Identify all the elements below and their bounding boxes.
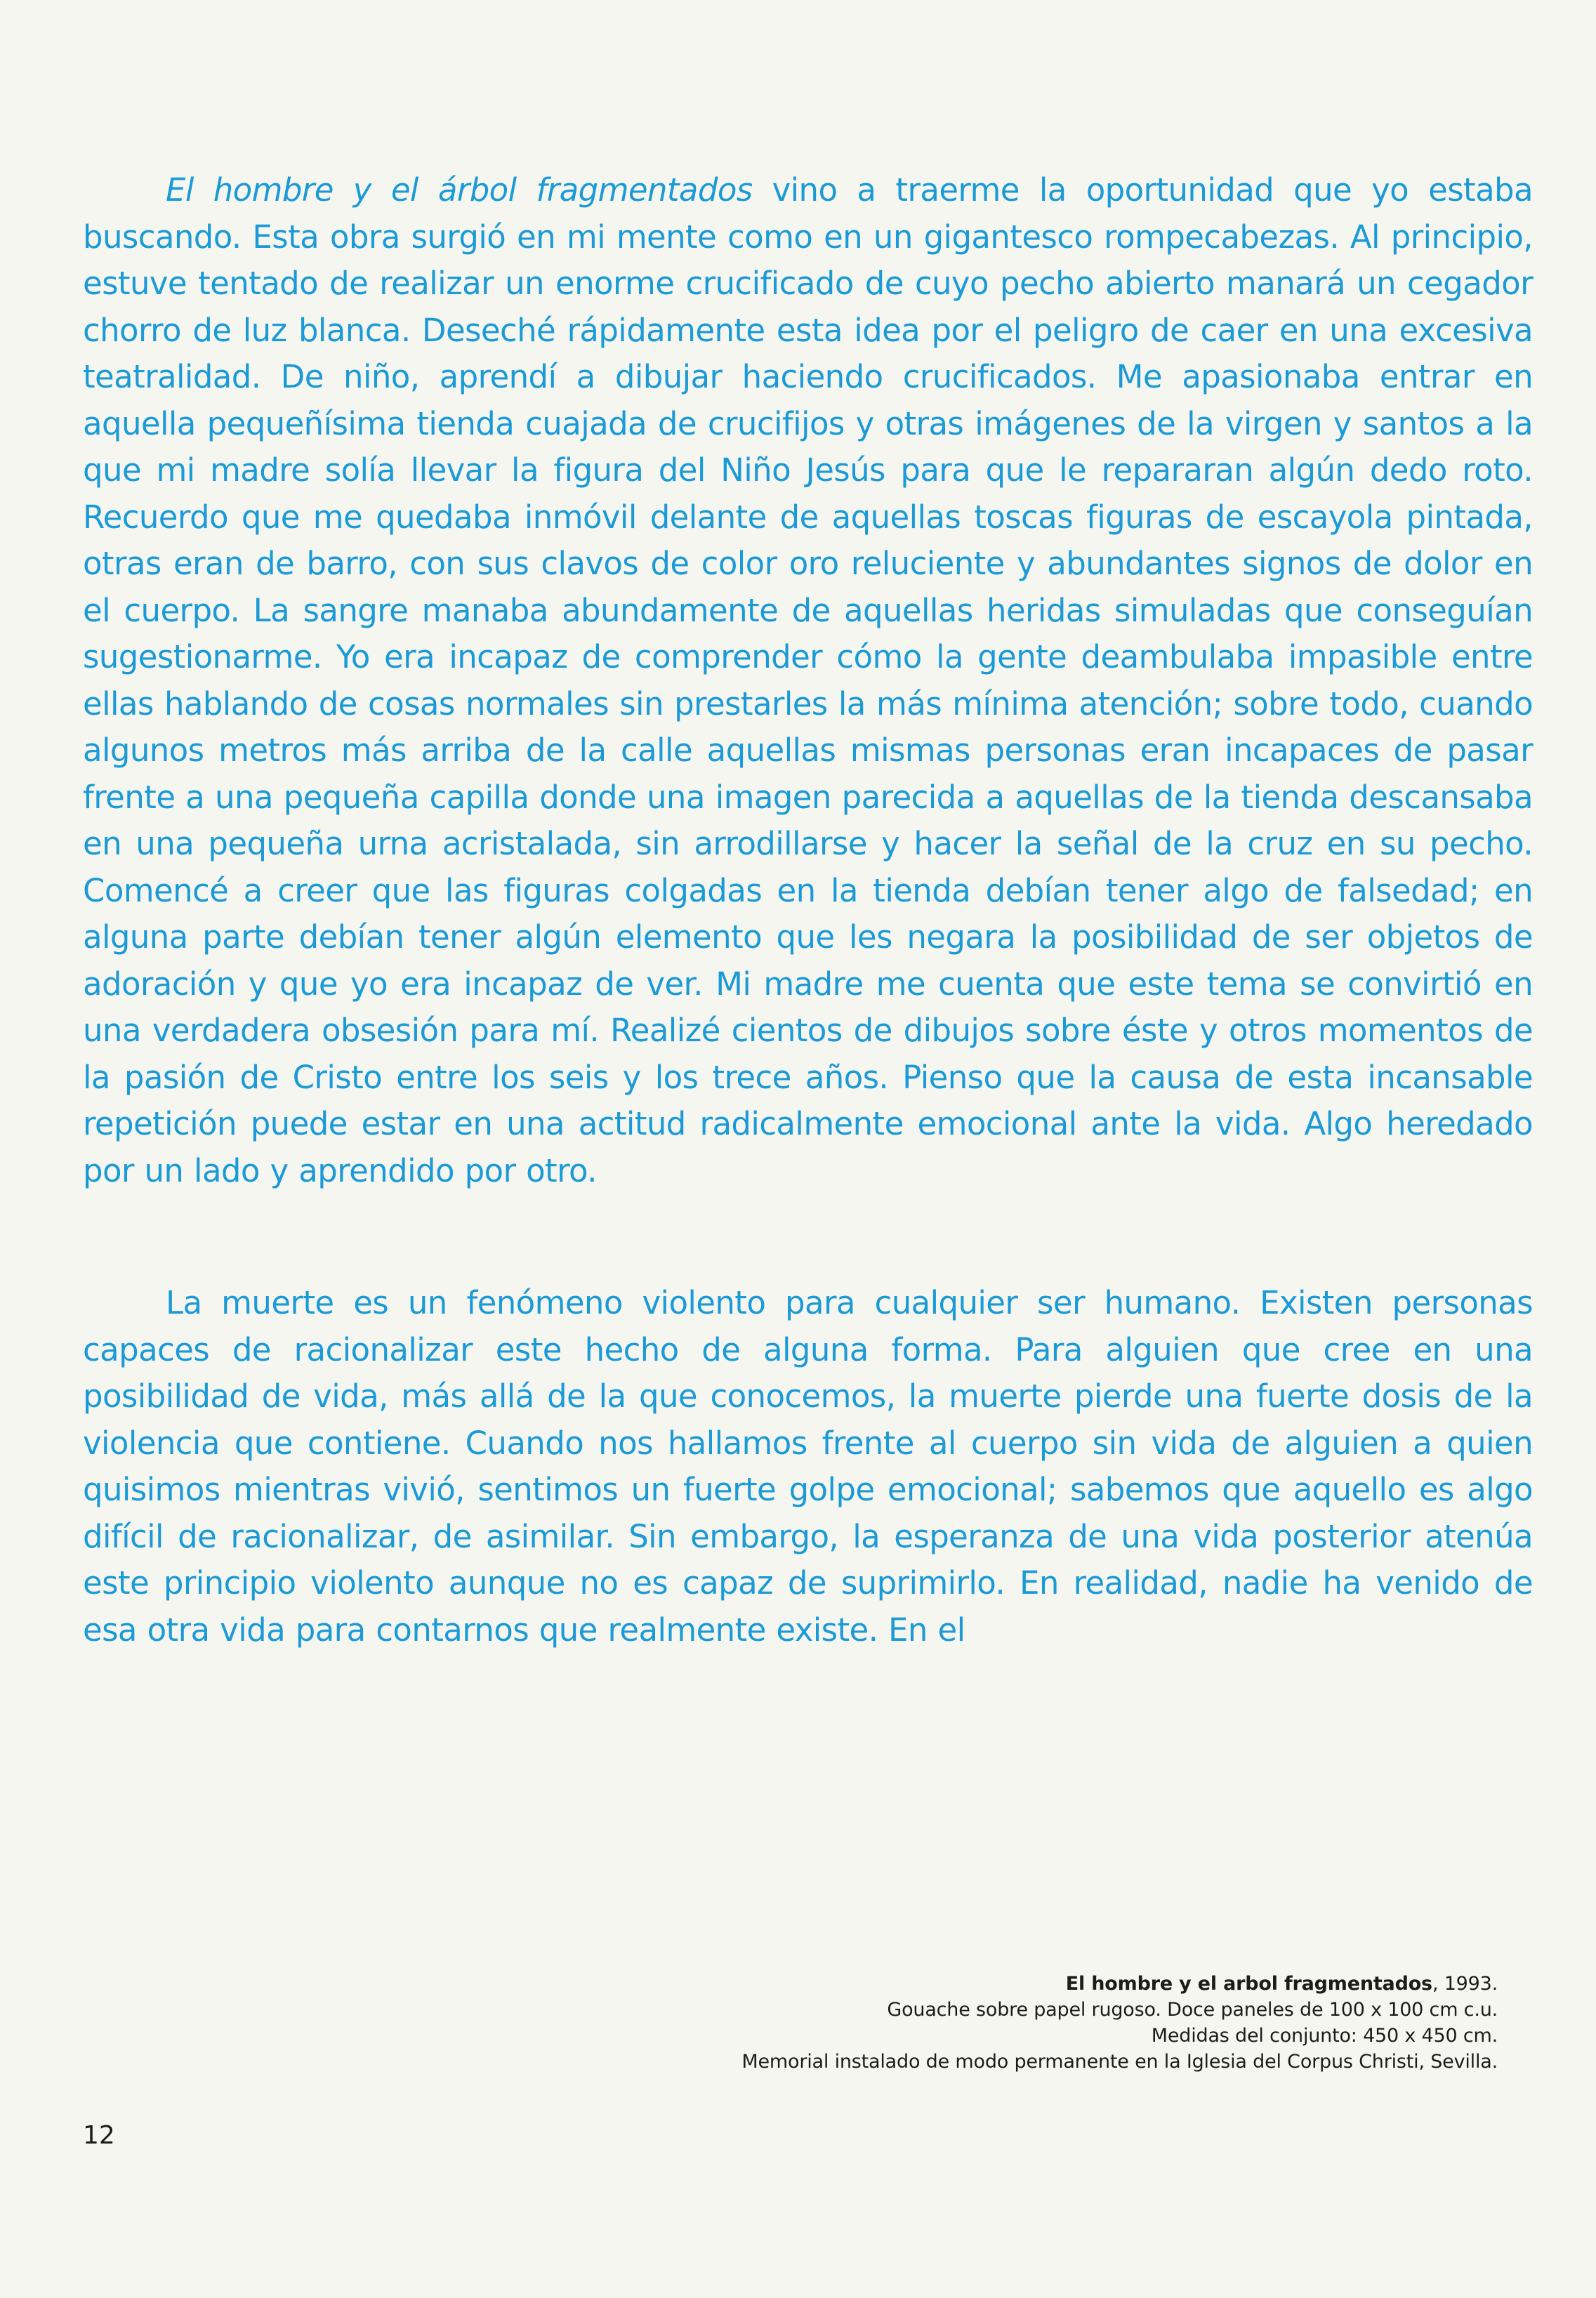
artwork-title-italic: El hombre y el árbol fragmentados (166, 171, 753, 209)
caption-dimensions: Medidas del conjunto: 450 x 450 cm. (1151, 2025, 1498, 2047)
page-number: 12 (83, 2121, 115, 2150)
caption-title-line (741, 1971, 1498, 1997)
artwork-caption (741, 1971, 1498, 2075)
paragraph-1-text: vino a traerme la oportunidad que yo estaba buscando. Esta obra surgió en mi mente como en un gigantesco rompecabezas. Al principio, estuve tentado de realizar un enorme crucificado de cuyo pecho abierto manará un cegador chorro de luz blanca. Deseché rápidamente esta idea por el peligro de caer en una excesiva teatralidad. De niño, aprendí a dibujar haciendo crucificados. Me apasionaba entrar en aquella pequeñísima tienda cuajada de crucifijos y otras imágenes de la virgen y santos a la que mi madre solía llevar la figura del Niño Jesús para que le repararan algún dedo roto. Recuerdo que me quedaba inmóvil delante de aquellas toscas figuras de escayola pintada, otras eran de barro, con sus clavos de color oro reluciente y abundantes signos de dolor en el cuerpo. La sangre manaba abundamente de aquellas heridas simuladas que conseguían sugestionarme. Yo era incapaz de comprender cómo la gente deambulaba impasible entre ellas hablando de cosas normales sin prestarles la más mínima atención; sobre todo, cuando algunos metros más arriba de la calle aquellas mismas personas eran incapaces de pasar frente a una pequeña capilla donde una imagen parecida a aquellas de la tienda descansaba en una pequeña urna acristalada, sin arrodillarse y hacer la señal de la cruz en su pecho. Comencé a creer que las figuras colgadas en la tienda debían tener algo de falsedad; en alguna parte debían tener algún elemento que les negara la posibilidad de ser objetos de adoración y que yo era incapaz de ver. Mi madre me cuenta que este tema se convirtió en una verdadera obsesión para mí. Realizé cientos de dibujos sobre éste y otros momentos de la pasión de Cristo entre los seis y los trece años. Pienso que la causa de esta incansable repetición puede estar en una actitud radicalmente emocional ante la vida. Algo heredado por un lado y aprendido por otro. (83, 171, 1533, 1189)
paragraph-2-text: La muerte es un fenómeno violento para cualquier ser humano. Existen personas capaces de racionalizar este hecho de alguna forma. Para alguien que cree en una posibilidad de vida, más allá de la que conocemos, la muerte pierde una fuerte dosis de la violencia que contiene. Cuando nos hallamos frente al cuerpo sin vida de alguien a quien quisimos mientras vivió, sentimos un fuerte golpe emocional; sabemos que aquello es algo difícil de racionalizar, de asimilar. Sin embargo, la esperanza de una vida posterior atenúa este principio violento aunque no es capaz de suprimirlo. En realidad, nadie ha venido de esa otra vida para contarnos que realmente existe. En el (83, 1284, 1533, 1649)
caption-technique: Gouache sobre papel rugoso. Doce paneles de 100 x 100 cm c.u. (887, 1999, 1498, 2021)
body-paragraph-1 (83, 167, 1533, 1194)
body-paragraph-2 (83, 1280, 1533, 1653)
caption-title: El hombre y el arbol fragmentados (1065, 1973, 1432, 1995)
caption-location: Memorial instalado de modo permanente en la Iglesia del Corpus Christi, Sevilla. (741, 2051, 1498, 2073)
caption-year: , 1993. (1432, 1973, 1498, 1995)
